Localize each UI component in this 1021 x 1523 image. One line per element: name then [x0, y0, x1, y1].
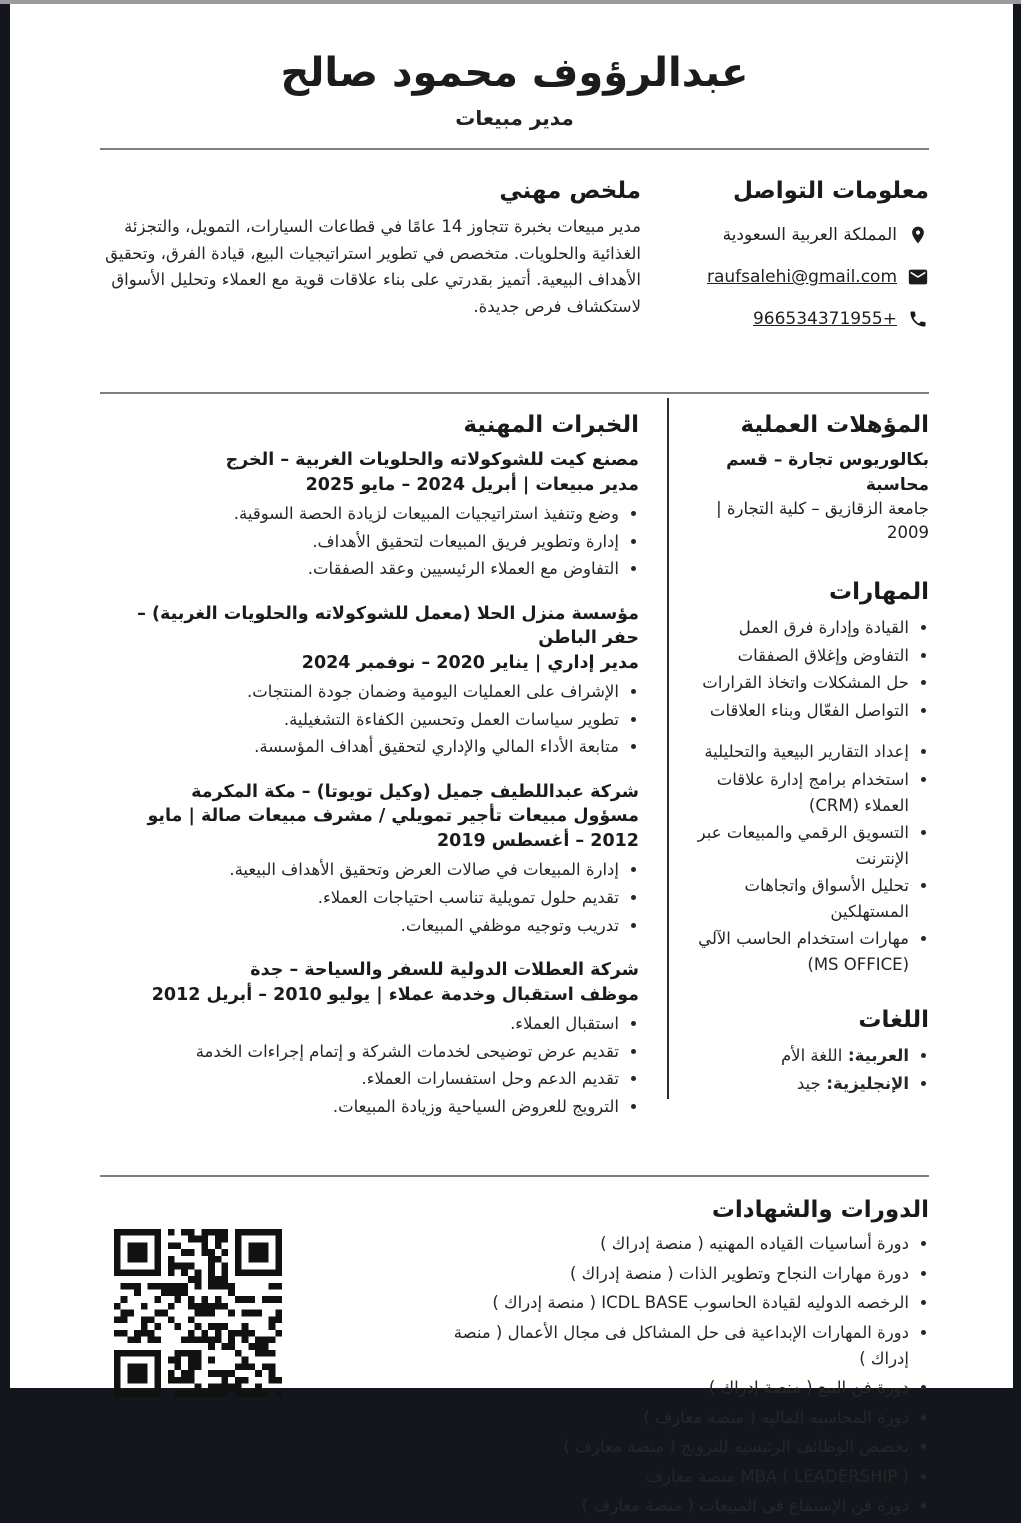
job-entry: [100, 602, 639, 760]
skill-item: • تحليل الأسواق واتجاهات المستهلكين: [689, 873, 909, 924]
experience-column: [100, 398, 639, 1139]
skills-list-group1: [689, 615, 929, 723]
job-role-dates: مسؤول مبيعات تأجير تمويلي / مشرف مبيعات صالة | مايو 2012 – أغسطس 2019: [147, 806, 639, 851]
professional-summary-block: [100, 164, 641, 321]
skill-item: • إعداد التقارير البيعية والتحليلية: [689, 739, 909, 765]
phone-icon: [907, 308, 929, 330]
course-item: • دورة أساسيات القياده المهنيه ( منصة إدراك ): [420, 1231, 909, 1257]
bullet-item: • تقديم الدعم وحل استفسارات العملاء.: [100, 1066, 619, 1092]
job-bullets: [100, 501, 639, 582]
courses-list: [420, 1231, 929, 1519]
resume-page: [10, 4, 1013, 1516]
contact-heading: معلومات التواصل: [733, 178, 929, 204]
bullet-item: • استقبال العملاء.: [100, 1011, 619, 1037]
language-item: [689, 1071, 909, 1097]
course-item: • دورة فن الإستماع فى المبيعات ( منصة معارف ): [420, 1493, 909, 1519]
job-bullets: [100, 679, 639, 760]
course-item: • دورة فن البيع ( منصة إدراك ): [420, 1375, 909, 1401]
job-role-dates: مدير إداري | يناير 2020 – نوفمبر 2024: [301, 652, 639, 673]
contact-location-text: المملكة العربية السعودية: [722, 225, 897, 245]
job-role-dates: موظف استقبال وخدمة عملاء | يوليو 2010 – أبريل 2012: [151, 984, 639, 1005]
courses-block: [420, 1183, 929, 1523]
skill-item: • مهارات استخدام الحاسب الآلي (MS OFFICE): [689, 926, 909, 977]
location-pin-icon: [907, 224, 929, 246]
bullet-item: • وضع وتنفيذ استراتيجيات المبيعات لزيادة الحصة السوقية.: [100, 501, 619, 527]
bullet-item: • تطوير سياسات العمل وتحسين الكفاءة التشغيلية.: [100, 707, 619, 733]
skills-heading: المهارات: [829, 579, 929, 606]
resume-header: [100, 4, 929, 130]
contact-phone-link[interactable]: [689, 308, 929, 330]
job-entry: [100, 780, 639, 938]
job-entry: [100, 958, 639, 1119]
job-bullets: [100, 1011, 639, 1119]
contact-email-link[interactable]: [689, 266, 929, 288]
qr-code: [114, 1229, 282, 1397]
languages-list: [689, 1043, 929, 1096]
bullet-item: • تقديم عرض توضيحى لخدمات الشركة و إتمام إجراءات الخدمة: [100, 1039, 619, 1065]
job-bullets: [100, 857, 639, 938]
candidate-name: عبدالرؤوف محمود صالح: [280, 50, 749, 96]
courses-section: [100, 1177, 929, 1523]
job-company: مصنع كيت للشوكولاته والحلويات الغربية – الخرج: [225, 450, 639, 470]
skill-item: • القيادة وإدارة فرق العمل: [689, 615, 909, 641]
bullet-item: • تقديم حلول تمويلية تناسب احتياجات العملاء.: [100, 885, 619, 911]
language-level: جيد: [796, 1074, 821, 1093]
contact-info-block: [689, 164, 929, 350]
jobs-list: [100, 448, 639, 1119]
skill-item: • التفاوض وإغلاق الصفقات: [689, 643, 909, 669]
job-entry: [100, 448, 639, 582]
experience-heading: الخبرات المهنية: [463, 412, 639, 438]
job-company: شركة عبداللطيف جميل (وكيل تويوتا) – مكة المكرمة: [191, 781, 639, 802]
language-level: اللغة الأم: [780, 1046, 843, 1066]
qualifications-heading: المؤهلات العملية: [740, 412, 929, 438]
course-item: • تخصص الوظائف الرئيسيه للترويج ( منصة معارف ): [420, 1434, 909, 1460]
contact-phone-text: +966534371955: [752, 309, 897, 329]
job-company: شركة العطلات الدولية للسفر والسياحة – جدة: [250, 960, 639, 981]
experience-qualifications-section: [100, 394, 929, 1157]
course-item: • دورة المحاسبه الماليه ( منصة معارف ): [420, 1405, 909, 1431]
course-item: • الرخصه الدوليه لقيادة الحاسوب ICDL BASE ( منصة إدراك ): [420, 1290, 909, 1316]
bullet-item: • إدارة وتطوير فريق المبيعات لتحقيق الأهداف.: [100, 529, 619, 555]
contact-email-text: raufsalehi@gmail.com: [706, 267, 897, 287]
language-item: [689, 1043, 909, 1069]
skill-item: • استخدام برامج إدارة علاقات العملاء (CRM): [689, 767, 909, 818]
course-item: • دورة المهارات الإبداعية فى حل المشاكل فى مجال الأعمال ( منصة إدراك ): [420, 1320, 909, 1371]
bullet-item: • متابعة الأداء المالي والإداري لتحقيق أهداف المؤسسة.: [100, 734, 619, 760]
envelope-icon: [907, 266, 929, 288]
course-item: • دورة مهارات النجاح وتطوير الذات ( منصة إدراك ): [420, 1261, 909, 1287]
bullet-item: • تدريب وتوجيه موظفي المبيعات.: [100, 913, 619, 939]
bullet-item: • إدارة المبيعات في صالات العرض وتحقيق الأهداف البيعية.: [100, 857, 619, 883]
bullet-item: • الترويج للعروض السياحية وزيادة المبيعات.: [100, 1094, 619, 1120]
summary-text: مدير مبيعات بخبرة تتجاوز 14 عامًا في قطاعات السيارات، التمويل، والتجزئة الغذائية والحلويات. متخصص في تطوير استراتيجيات البيع، قيادة الفرق، وتحقيق الأهداف البيعية. أتميز بقدرتي على بناء علاقات قوية مع العملاء وتحليل الأسواق لاستكشاف فرص جديدة.: [105, 217, 641, 317]
side-column: [667, 398, 929, 1099]
course-item: • MBA ( LEADERSHIP ) منصة معارف: [420, 1464, 909, 1490]
qr-code-block: [100, 1183, 420, 1443]
bullet-item: • التفاوض مع العملاء الرئيسيين وعقد الصفقات.: [100, 556, 619, 582]
degree-institution: جامعة الزقازيق – كلية التجارة | 2009: [716, 499, 929, 543]
language-label: العربية :: [842, 1046, 909, 1065]
job-company: مؤسسة منزل الحلا (معمل للشوكولاته والحلويات الغربية) – حفر الباطن: [137, 603, 639, 649]
courses-heading: الدورات والشهادات: [711, 1197, 929, 1224]
bullet-item: • الإشراف على العمليات اليومية وضمان جودة المنتجات.: [100, 679, 619, 705]
skill-item: • حل المشكلات واتخاذ القرارات: [689, 670, 909, 696]
contact-location: [689, 224, 929, 246]
job-role-dates: مدير مبيعات | أبريل 2024 – مايو 2025: [305, 474, 639, 495]
skill-item: • التواصل الفعّال وبناء العلاقات: [689, 698, 909, 724]
viewer-top-strip: [0, 0, 1021, 4]
candidate-job-title: مدير مبيعات: [455, 106, 574, 130]
summary-heading: ملخص مهني: [499, 178, 641, 204]
summary-contact-section: [100, 150, 929, 374]
skill-item: • التسويق الرقمي والمبيعات عبر الإنترنت: [689, 820, 909, 871]
skills-list-group2: [689, 739, 929, 977]
language-label: الإنجليزية :: [821, 1074, 909, 1093]
languages-heading: اللغات: [858, 1007, 929, 1034]
degree-title: بكالوريوس تجارة – قسم محاسبة: [726, 450, 929, 495]
